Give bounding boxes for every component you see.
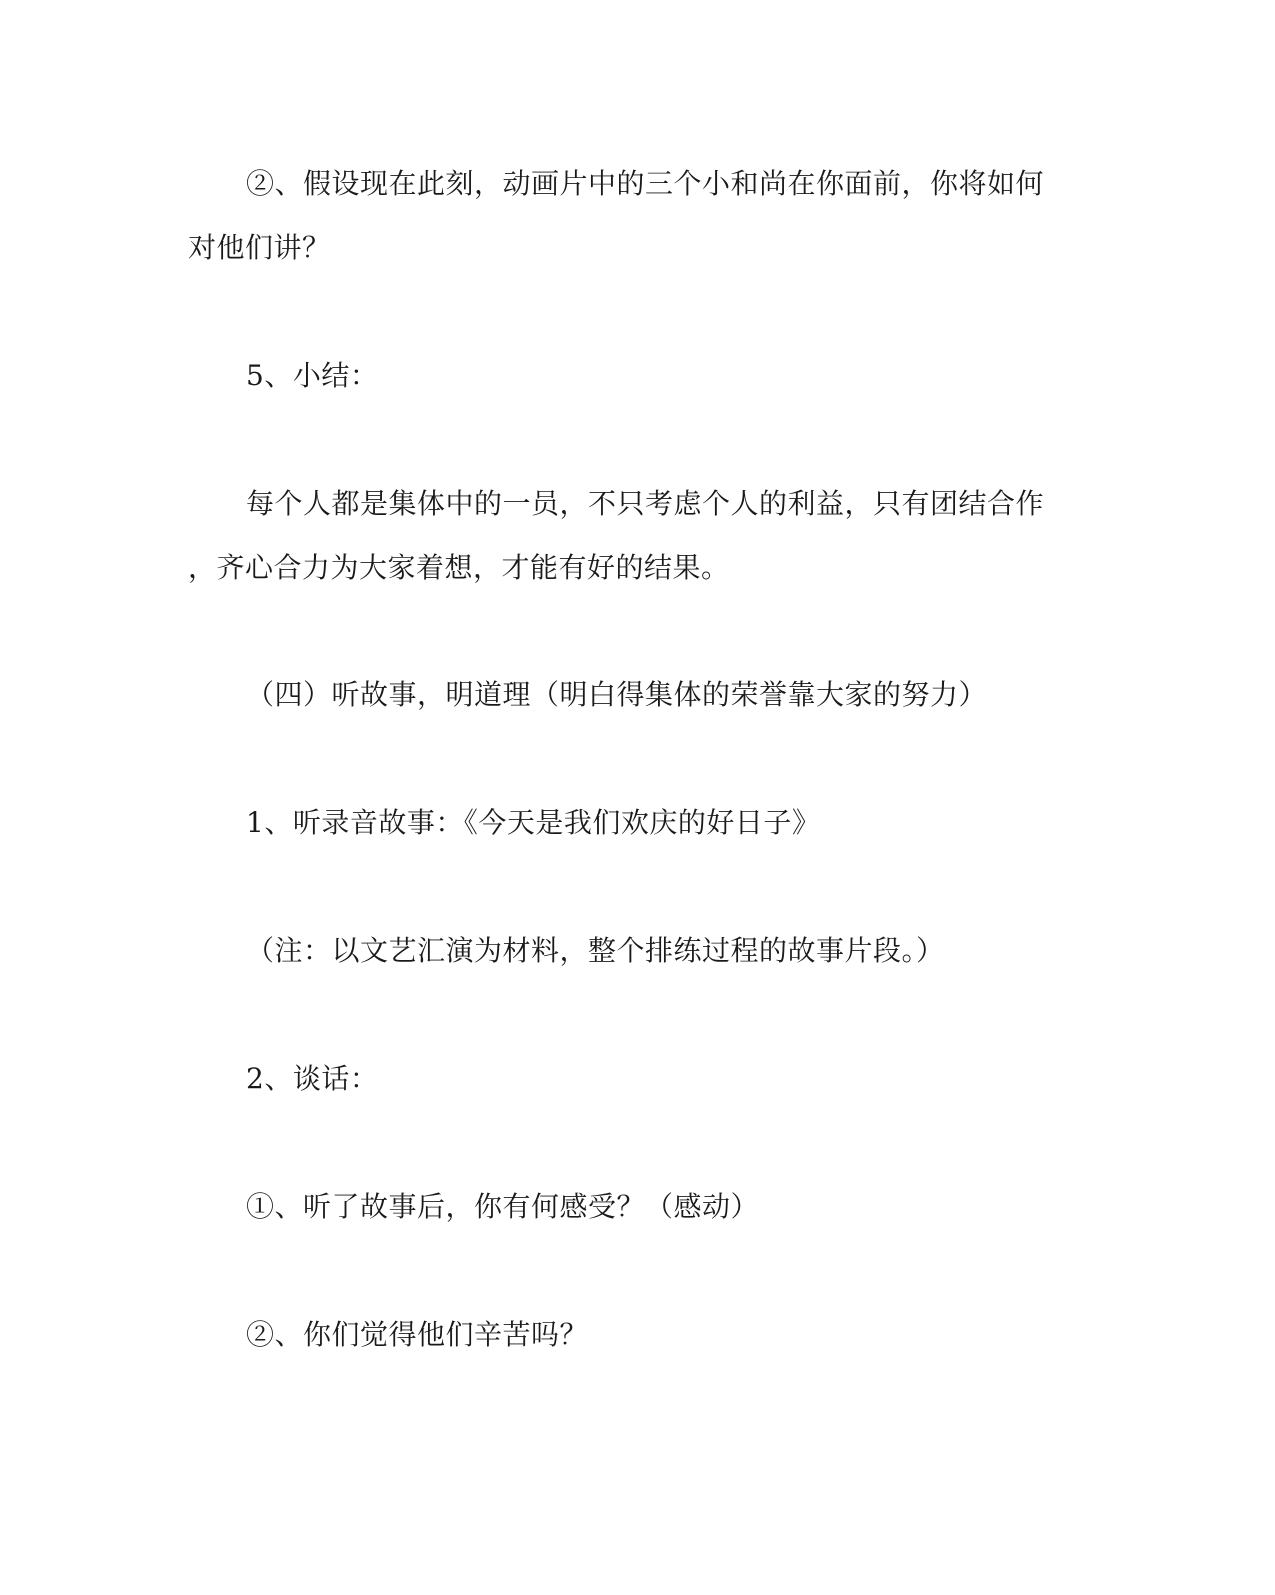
paragraph-7-line-1: 2、谈话： xyxy=(246,1062,379,1095)
paragraph-1-line-1: ②、假设现在此刻，动画片中的三个小和尚在你面前，你将如何 xyxy=(246,167,1045,200)
paragraph-6-line-1: （注：以文艺汇演为材料，整个排练过程的故事片段。） xyxy=(246,934,945,967)
paragraph-2-line-1: 5、小结： xyxy=(246,359,379,392)
paragraph-3-line-2: ，齐心合力为大家着想，才能有好的结果。 xyxy=(188,551,730,584)
paragraph-9-line-1: ②、你们觉得他们辛苦吗？ xyxy=(246,1318,589,1351)
paragraph-3-line-1: 每个人都是集体中的一员，不只考虑个人的利益，只有团结合作 xyxy=(246,487,1045,520)
paragraph-8-line-1: ①、听了故事后，你有何感受？（感动） xyxy=(246,1190,760,1223)
paragraph-1-line-2: 对他们讲？ xyxy=(188,231,331,264)
paragraph-5-line-1: 1、听录音故事：《今天是我们欢庆的好日子》 xyxy=(246,806,821,839)
paragraph-4-line-1: （四）听故事，明道理（明白得集体的荣誉靠大家的努力） xyxy=(246,678,988,711)
